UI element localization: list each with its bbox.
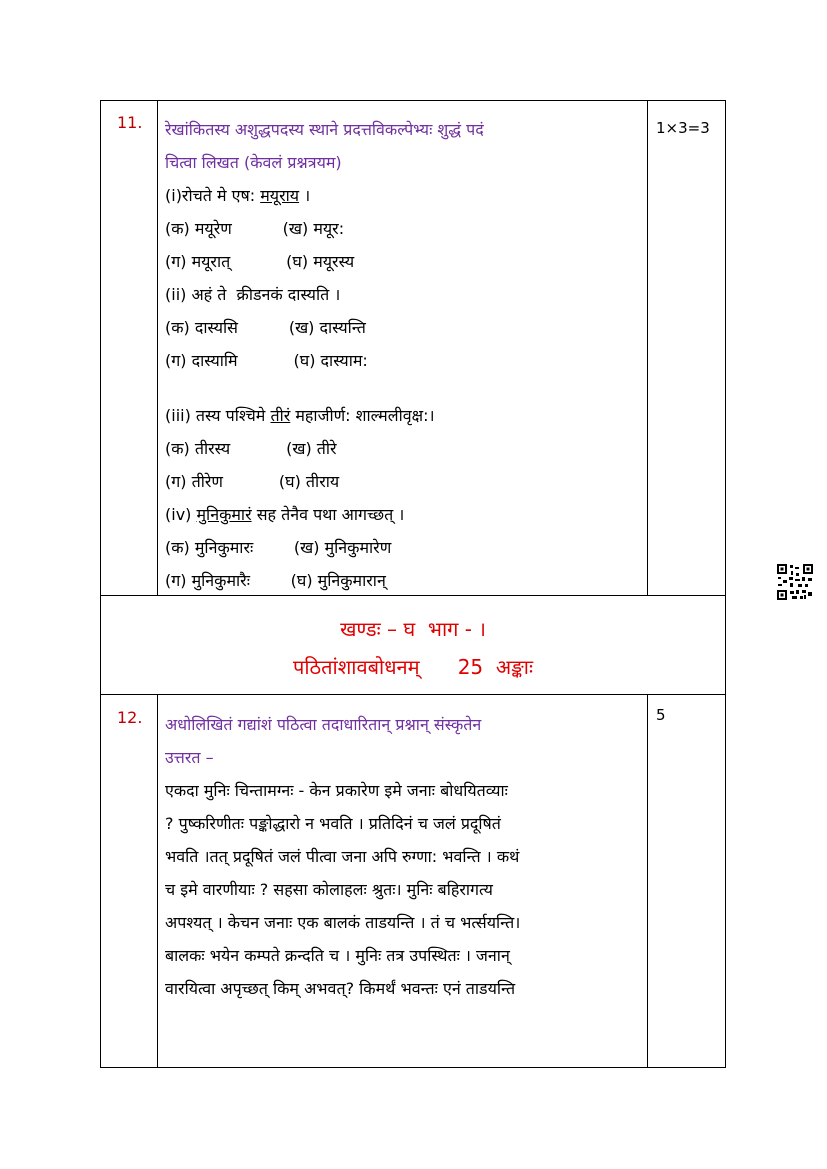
question-heading-line: उत्तरत – [165,748,214,767]
options-row: (ग) मुनिकुमारैः (घ) मुनिकुमारान् [165,571,386,590]
sentence-4 [165,498,643,531]
question-marks: 5 [656,706,666,724]
row-divider-bottom [101,694,725,695]
question-12-content [165,708,643,1005]
sentence-2: (ii) अहं ते क्रीडनकं दास्यति । [165,285,341,304]
question-number: 12. [117,708,143,727]
sentence-text: महाजीर्ण: शाल्मलीवृक्ष:। [290,406,435,425]
options-row: (ग) दास्यामि (घ) दास्याम: [165,351,368,370]
passage-line: बालकः भयेन कम्पते क्रन्दति च । मुनिः तत्र उपस्थितः । जनान् [165,946,510,965]
question-number: 11. [117,113,143,132]
passage-line: एकदा मुनिः चिन्तामग्नः - केन प्रकारेण इमे जनाः बोधयितव्याः [165,781,508,800]
underlined-word: मयूराय [260,186,300,205]
column-divider-left [157,101,158,595]
question-heading-line: चित्वा लिखत (केवलं प्रश्नत्रयम) [165,153,342,172]
sentence-text: सह तेनैव पथा आगच्छत् । [251,505,405,524]
question-heading-line: रेखांकितस्य अशुद्धपदस्य स्थाने प्रदत्तविकल्पेभ्यः शुद्धं पदं [165,120,484,139]
column-divider-right [647,101,648,595]
question-table [100,100,726,1068]
sentence-text: (iii) तस्य पश्चिमे [165,406,271,425]
qr-code-icon [776,563,814,601]
question-11-content [165,113,643,597]
sentence-text: (iv) [165,505,197,524]
sentence-text: । [299,186,311,205]
section-subheading: पठितांशावबोधनम् 25 अङ्काः [292,655,534,679]
options-row: (क) मयूरेण (ख) मयूर: [165,219,345,238]
options-row: (क) तीरस्य (ख) तीरे [165,439,337,458]
sentence-3 [165,399,643,432]
underlined-word: तीरं [270,406,291,425]
passage-line: अपश्यत् । केचन जनाः एक बालकं ताडयन्ति । तं च भर्त्सयन्ति। [165,913,521,932]
passage-line: ? पुष्करिणीतः पङ्कोद्धारो न भवति । प्रतिदिनं च जलं प्रदूषितं [165,814,501,833]
question-heading-line: अधोलिखितं गद्यांशं पठित्वा तदाधारितान् प्रश्नान् संस्कृतेन [165,715,482,734]
section-heading: खण्डः – घ भाग - । [340,617,486,641]
sentence-1 [165,179,643,212]
column-divider-right-2 [647,694,648,1067]
column-divider-left-2 [157,694,158,1067]
options-row: (क) मुनिकुमारः (ख) मुनिकुमारेण [165,538,392,557]
sentence-text: (i)रोचते मे एष: [165,186,261,205]
options-row: (ग) मयूरात् (घ) मयूरस्य [165,252,355,271]
question-marks: 1×3=3 [656,119,710,137]
passage-line: च इमे वारणीयाः ? सहसा कोलाहलः श्रुतः। मुनिः बहिरागत्य [165,880,493,899]
passage-line: वारयित्वा अपृच्छत् किम् अभवत्? किमर्थं भवन्तः एनं ताडयन्ति [165,979,516,998]
underlined-word: मुनिकुमारं [196,505,252,524]
passage-line: भवति ।तत् प्रदूषितं जलं पीत्वा जना अपि रुग्णा: भवन्ति । कथं [165,847,520,866]
options-row: (क) दास्यसि (ख) दास्यन्ति [165,318,366,337]
options-row: (ग) तीरेण (घ) तीराय [165,472,340,491]
